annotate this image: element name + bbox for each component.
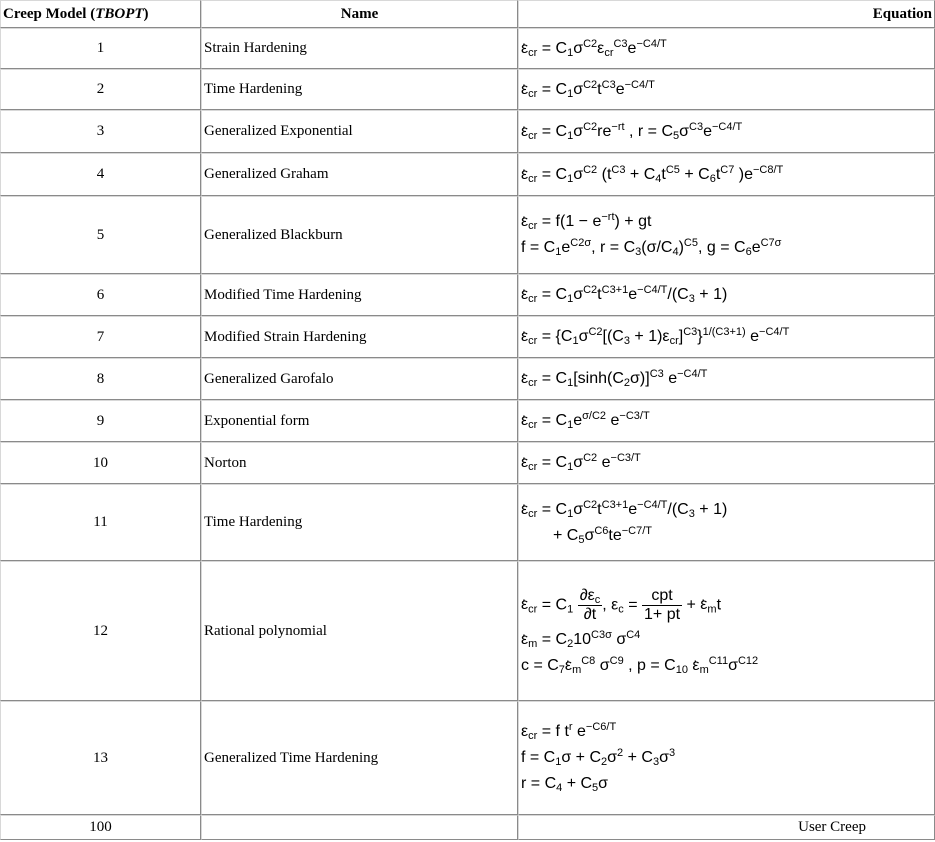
model-name: Generalized Garofalo xyxy=(201,358,518,400)
equation-generalized-time-hardening: $\varepsilon_{cr} = f$ $t^r$ $e^{-C6/T}$ $f = C_1\sigma + C_2\sigma^2 + C_3\sigma^3$ $r = C_4 + C_5\sigma$ xyxy=(518,701,935,815)
header-equation: Equation xyxy=(518,0,935,28)
model-name: Modified Strain Hardening xyxy=(201,316,518,358)
model-number: 7 xyxy=(0,316,201,358)
table-row xyxy=(0,316,935,358)
equation-strain-hardening: . $\varepsilon_{cr} = C_1\sigma^{C2}\varepsilon_{cr}^{C3}e^{-C4/T}$ xyxy=(518,28,935,69)
model-number: 9 xyxy=(0,400,201,442)
table-row xyxy=(0,28,935,69)
table-row xyxy=(0,358,935,400)
model-number: 6 xyxy=(0,274,201,316)
header-creep-model: Creep Model (TBOPT) xyxy=(0,0,201,28)
model-number: 13 xyxy=(0,701,201,815)
equation-modified-time-hardening: . $\varepsilon_{cr} = C_1\sigma^{C2}t^{C3+1}e^{-C4/T}/(C_3 + 1)$ xyxy=(518,274,935,316)
table-row xyxy=(0,815,935,840)
model-number: 4 xyxy=(0,153,201,196)
model-name: Generalized Exponential xyxy=(201,110,518,153)
model-number: 100 xyxy=(0,815,201,840)
table-row xyxy=(0,442,935,484)
table-row xyxy=(0,274,935,316)
model-number: 8 xyxy=(0,358,201,400)
model-number: 11 xyxy=(0,484,201,561)
model-number: 12 xyxy=(0,561,201,701)
header-row xyxy=(0,0,935,28)
equation-time-hardening-11: . $\varepsilon_{cr} = C_1\sigma^{C2}t^{C3+1}e^{-C4/T}/(C_3 + 1)$ + $C_5\sigma^{C6}te^{-C7/T}$ xyxy=(518,484,935,561)
model-name: Time Hardening xyxy=(201,69,518,110)
table-row xyxy=(0,484,935,561)
table-row xyxy=(0,196,935,274)
model-name: Generalized Time Hardening xyxy=(201,701,518,815)
header-name: Name xyxy=(201,0,518,28)
equation-generalized-garofalo: . $\varepsilon_{cr} = C_1[\sinh(C_2\sigma)]^{C3}$ $e^{-C4/T}$ xyxy=(518,358,935,400)
equation-user-creep: User Creep xyxy=(518,815,935,840)
model-name: Exponential form xyxy=(201,400,518,442)
model-name: Generalized Blackburn xyxy=(201,196,518,274)
table-row xyxy=(0,701,935,815)
header-model-code: TBOPT xyxy=(95,5,144,22)
model-number: 3 xyxy=(0,110,201,153)
equation-generalized-blackburn: . $\varepsilon_{cr} = f(1 - e^{-rt})$ + gt $f = C_1e^{C2\sigma}$, $r = C_3(\sigma/C_4)^{C5}$, $g = C_6e^{C7\sigma}$ xyxy=(518,196,935,274)
model-name: Generalized Graham xyxy=(201,153,518,196)
table-row xyxy=(0,69,935,110)
equation-modified-strain-hardening: . $\varepsilon_{cr} = \{C_1\sigma^{C2}[(C_3 + 1)\varepsilon_{cr}]^{C3}\}^{1/(C3+1)}$ $e^{-C4/T}$ xyxy=(518,316,935,358)
table-row xyxy=(0,110,935,153)
equation-generalized-exponential: . $\varepsilon_{cr} = C_1\sigma^{C2}re^{-rt}$ , $r = C_5\sigma^{C3}e^{-C4/T}$ xyxy=(518,110,935,153)
equation-generalized-graham: . $\varepsilon_{cr} = C_1\sigma^{C2}$ ($t^{C3} + C_4t^{C5} + C_6t^{C7}$ )$e^{-C8/T}$ xyxy=(518,153,935,196)
model-number: 5 xyxy=(0,196,201,274)
model-name: Time Hardening xyxy=(201,484,518,561)
equation-norton: . $\varepsilon_{cr} = C_1\sigma^{C2}$ $e^{-C3/T}$ xyxy=(518,442,935,484)
equation-time-hardening: . $\varepsilon_{cr} = C_1\sigma^{C2}t^{C3}e^{-C4/T}$ xyxy=(518,69,935,110)
table-row xyxy=(0,153,935,196)
model-number: 10 xyxy=(0,442,201,484)
equation-exponential-form: . $\varepsilon_{cr} = C_1e^{\sigma/C2}$ $e^{-C3/T}$ xyxy=(518,400,935,442)
table-row xyxy=(0,400,935,442)
model-name: Norton xyxy=(201,442,518,484)
table-row xyxy=(0,561,935,701)
equation-rational-polynomial: . $\varepsilon_{cr} = C_1$ $\frac{\partial\varepsilon_c}{\partial t}$ , $\varepsilon_c$ = $\frac{\text{cpt}}{1+ pt}$ + . $\varepsilon_mt$ . $\varepsilon_m = C_210^{C3\sigma}$ $\sigma^{C4}$ $c = C_7$. $\varepsilon_m^{C8}$ $\sigma^{C9}$ , $p = C_{10}$ . $\varepsilon_m^{C11}\sigma^{C12}$ xyxy=(518,561,935,701)
model-name: Modified Time Hardening xyxy=(201,274,518,316)
model-name: Rational polynomial xyxy=(201,561,518,701)
model-name: Strain Hardening xyxy=(201,28,518,69)
model-name xyxy=(201,815,518,840)
model-number: 1 xyxy=(0,28,201,69)
model-number: 2 xyxy=(0,69,201,110)
